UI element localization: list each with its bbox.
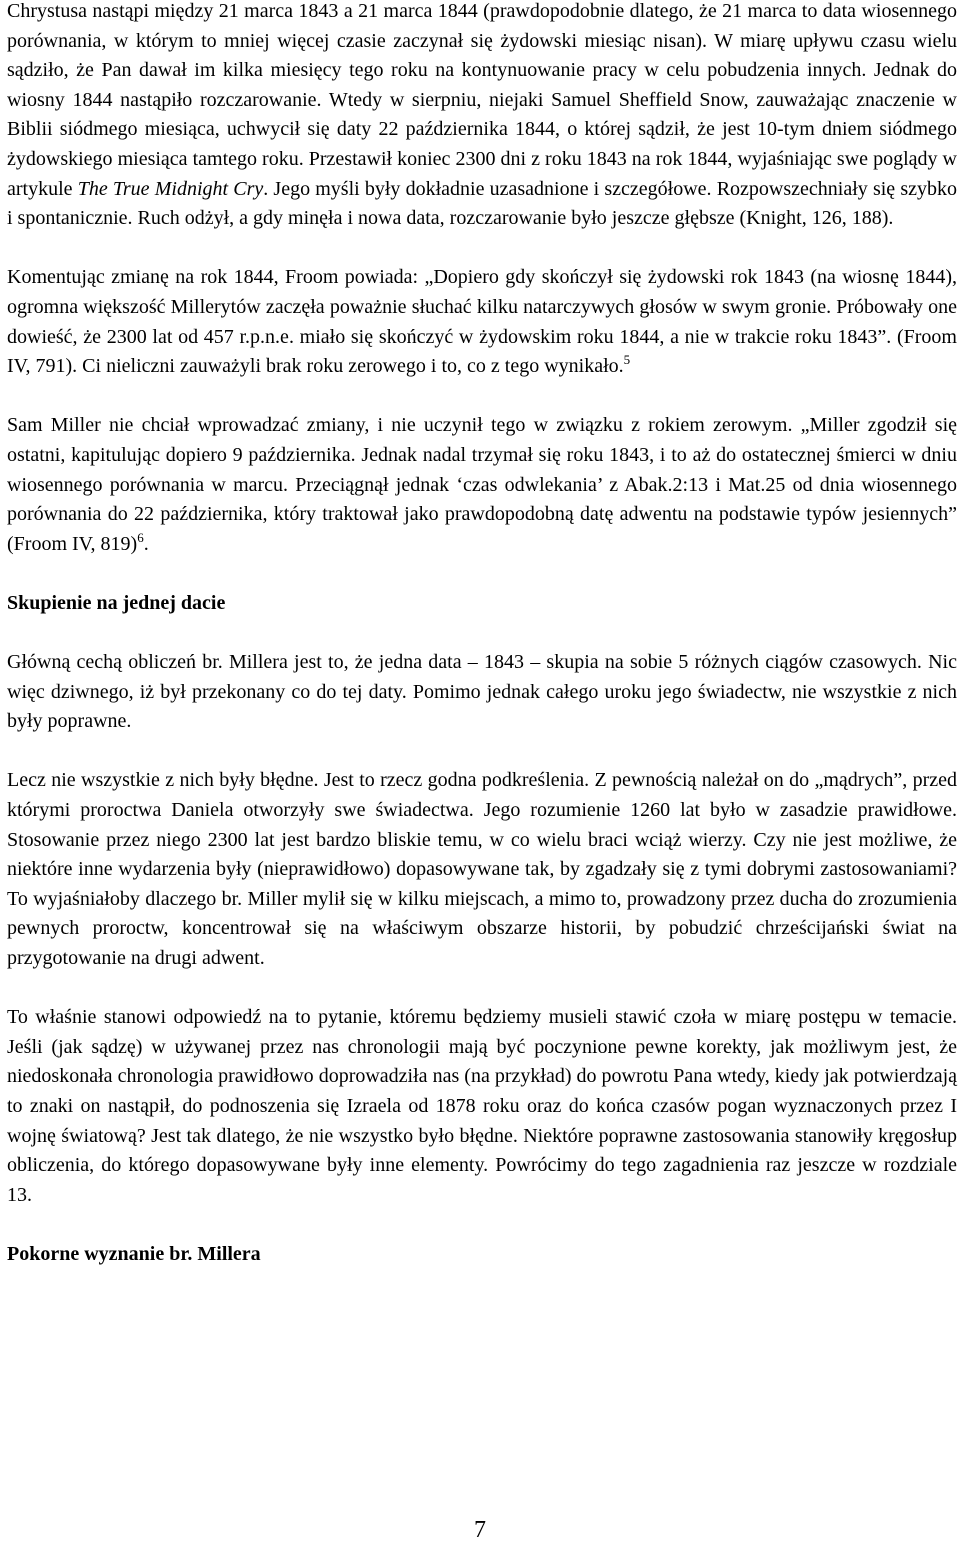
paragraph-main-feature: Główną cechą obliczeń br. Millera jest to, że jedna data – 1843 – skupia na sobie 5 różnych ciągów czasowych. Nic więc dziwnego, iż był przekonany co do tej daty. Pomimo jednak całego uroku jego świadectw, nie wszystkie z nich były poprawne.	[7, 651, 957, 733]
document-body	[7, 0, 957, 1270]
paragraph-gap	[7, 234, 957, 264]
paragraph-end: .	[143, 532, 149, 555]
paragraph-froom-quote	[7, 263, 957, 381]
section-heading: Pokorne wyznanie br. Millera	[7, 1242, 261, 1265]
paragraph-text: Chrystusa nastąpi między 21 marca 1843 a 21 marca 1844 (prawdopodobnie dlatego, że 21 marca to data wiosennego porównania, w którym to mniej więcej czasie zaczynał się żydowski miesiąc nisan). W miarę upływu czasu wielu sądziło, że Pan dawał im kilka miesięcy tego roku na kontynuowanie pracy w celu pobudzenia innych. Jednak do wiosny 1844 nastąpiło rozczarowanie. Wtedy w sierpniu, niejaki Samuel Sheffield Snow, zauważając znaczenie w Biblii siódmego miesiąca, uchwycił się daty 22 października 1844, o której sądził, że jest 10-tym dniem siódmego żydowskiego miesiąca tamtego roku. Przestawił koniec 2300 dni z roku 1843 na rok 1844, wyjaśniając swe poglądy w artykule	[7, 0, 957, 200]
paragraph-gap	[7, 1210, 957, 1240]
paragraph-text: Sam Miller nie chciał wprowadzać zmiany, i nie uczynił tego w związku z rokiem zerowym. „Miller zgodził się ostatni, kapitulując dopiero 9 października. Jednak nadal trzymał się roku 1843, i to aż do ostatecznej śmierci w dniu wiosennego porównania w marcu. Przeciągnął jednak ‘czas odwlekania’ z Abak.2:13 i Mat.25 od dnia wiosennego porównania do 22 października, który traktował jako prawdopodobną datę adwentu na podstawie typów jesiennych” (Froom IV, 819)	[7, 414, 957, 555]
paragraph-gap	[7, 737, 957, 767]
page-number: 7	[474, 1517, 486, 1543]
paragraph-not-all-wrong: Lecz nie wszystkie z nich były błędne. Jest to rzecz godna podkreślenia. Z pewnością należał on do „mądrych”, przed którymi proroctwa Daniela otworzyły swe świadectwa. Jego rozumienie 1260 lat było w zasadzie prawidłowe. Stosowanie przez niego 2300 lat jest bardzo bliskie temu, w co wielu braci wciąż wierzy. Czy nie jest możliwe, że niektóre inne wydarzenia były (nieprawidłowo) dopasowywane tak, by zgadzały się z tymi dobrymi zastosowaniami? To wyjaśniałoby dlaczego br. Miller mylił się w kilku miejscach, a mimo to, prowadzony przez ducha do zrozumienia pewnych proroctw, koncentrował się na właściwym obszarze historii, by pobudzić chrześcijański świat na przygotowanie na drugi adwent.	[7, 769, 957, 969]
footnote-marker[interactable]: 5	[623, 352, 631, 368]
paragraph-miller	[7, 411, 957, 559]
paragraph-text: Komentując zmianę na rok 1844, Froom powiada: „Dopiero gdy skończył się żydowski rok 1843 (na wiosnę 1844), ogromna większość Millerytów zaczęła poważnie słuchać kilku natarczywych głosów w swym gronie. Próbowały one dowieść, że 2300 lat od 457 r.p.n.e. miało się skończyć w żydowskim roku 1844, a nie w trakcie roku 1843”. (Froom IV, 791). Ci nieliczni zauważyli brak roku zerowego i to, co z tego wynikało.	[7, 266, 957, 378]
footnote-marker[interactable]: 6	[137, 529, 144, 545]
paragraph-answer: To właśnie stanowi odpowiedź na to pytanie, któremu będziemy musieli stawić czoła w miarę postępu w temacie. Jeśli (jak sądzę) w używanej przez nas chronologii mają być poczynione pewne korekty, jak możliwym jest, że niedoskonała chronologia prawidłowo doprowadziła nas (na przykład) do powrotu Pana wtedy, kiedy jak potwierdzają to znaki on nastąpił, do podnoszenia się Izraela od 1878 roku oraz do końca czasów pogan wyznaczonych przez I wojnę światową? Jest tak dlatego, że nie wszystko było błędne. Niektóre poprawne zastosowania stanowiły kręgosłup obliczenia, do którego dopasowywane były inne elementy. Powrócimy do tego zagadnienia raz jeszcze w rozdziale 13.	[7, 1006, 957, 1206]
article-title: The True Midnight Cry	[77, 177, 264, 200]
paragraph-text: . Jego myśli były dokładnie uzasadnione i szczegółowe. Rozpowszechniały się szybko i spontanicznie. Ruch odżył, a gdy minęła i nowa data, rozczarowanie było jeszcze głębsze (Knight, 126, 188).	[7, 177, 957, 230]
paragraph-gap	[7, 618, 957, 648]
section-heading: Skupienie na jednej dacie	[7, 591, 226, 614]
paragraph-continuation	[7, 0, 957, 234]
paragraph-gap	[7, 974, 957, 1004]
paragraph-gap	[7, 382, 957, 412]
paragraph-gap	[7, 559, 957, 589]
